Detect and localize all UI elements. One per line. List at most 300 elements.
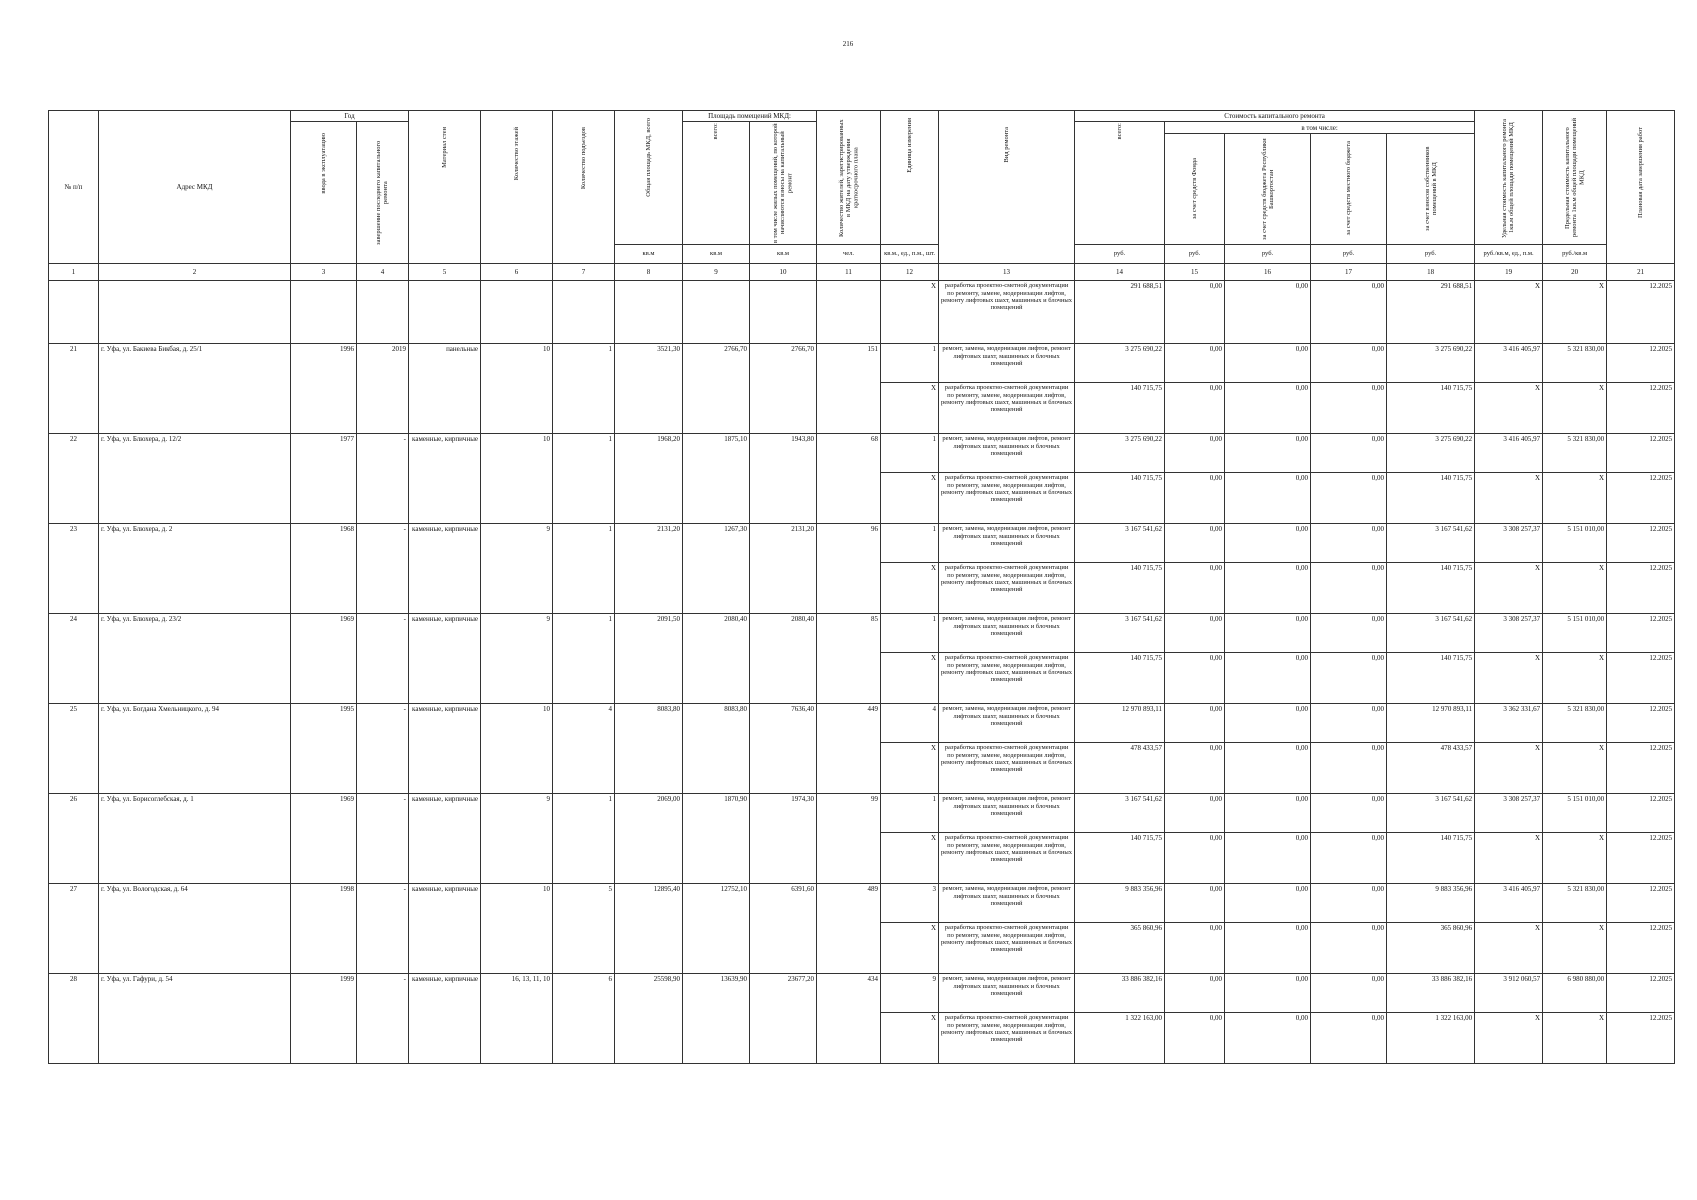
cell-year2: - — [357, 794, 409, 884]
cell-w2-region: 0,00 — [1225, 1013, 1311, 1064]
colnum: 11 — [817, 264, 881, 281]
cell-unit-cost: 3 308 257,37 — [1475, 524, 1543, 563]
cell-w1-fund: 0,00 — [1165, 794, 1225, 833]
cell-w2-uc: X — [1475, 923, 1543, 974]
cell-w1-fund: 0,00 — [1165, 614, 1225, 653]
cell-year1: 1999 — [291, 974, 357, 1064]
cell-entrances: 1 — [553, 434, 615, 524]
cell-w1-region: 0,00 — [1225, 344, 1311, 383]
cell-address: г. Уфа, ул. Гафури, д. 54 — [99, 974, 291, 1064]
cell-w1-date: 12.2025 — [1607, 434, 1675, 473]
cell-p-total: 8083,80 — [683, 704, 750, 794]
unit-cell: руб. — [1225, 245, 1311, 264]
cell-w2-date: 12.2025 — [1607, 833, 1675, 884]
cell-entrances: 1 — [553, 794, 615, 884]
cell-w1-unit: 1 — [881, 434, 939, 473]
cell-w2-date: 12.2025 — [1607, 563, 1675, 614]
header-unit-cost: Удельная стоимость капитального ремонта 1кв.м общей площади помещений МКД — [1475, 111, 1543, 245]
colnum: 19 — [1475, 264, 1543, 281]
cell-w1-fund: 0,00 — [1165, 884, 1225, 923]
cell-address: г. Уфа, ул. Блюхера, д. 2 — [99, 524, 291, 614]
cell-year2: - — [357, 524, 409, 614]
cell-w2-unit: X — [881, 563, 939, 614]
table-row — [49, 884, 1675, 923]
cell-w2-date: 12.2025 — [1607, 653, 1675, 704]
cell-entrances: 6 — [553, 974, 615, 1064]
colnum: 20 — [1543, 264, 1607, 281]
header-num: № п/п — [49, 111, 99, 264]
cell-w2-unit: X — [881, 473, 939, 524]
cell-p-total: 1870,90 — [683, 794, 750, 884]
cell-w2-total: 365 860,96 — [1075, 923, 1165, 974]
cell-year1: 1995 — [291, 704, 357, 794]
cell-area: 3521,30 — [615, 344, 683, 434]
cell-unit-cost: 3 416 405,97 — [1475, 434, 1543, 473]
cell-w2-owners: 140 715,75 — [1387, 473, 1475, 524]
cell-w2-unit: X — [881, 743, 939, 794]
cell-w1-work: ремонт, замена, модернизация лифтов, ремонт лифтовых шахт, машинных и блочных помещений — [939, 614, 1075, 653]
header-entrances: Количество подъездов — [553, 111, 615, 264]
cell-w2-mc: X — [1543, 923, 1607, 974]
cell-w2-mc: X — [1543, 383, 1607, 434]
table-row — [49, 704, 1675, 743]
cell-w2-date: 12.2025 — [1607, 383, 1675, 434]
cell-year2: - — [357, 974, 409, 1064]
cell-w1-unit: 1 — [881, 794, 939, 833]
cell-w2-uc: X — [1475, 563, 1543, 614]
cont-max-cost: X — [1543, 281, 1607, 344]
cell-w2-fund: 0,00 — [1165, 563, 1225, 614]
cell-w2-work: разработка проектно-сметной документации по ремонту, замене, модернизации лифтов, ремонту лифтовых шахт, машинных и блочных помещений — [939, 743, 1075, 794]
cell-w1-unit: 1 — [881, 524, 939, 563]
colnum: 13 — [939, 264, 1075, 281]
cell-w1-local: 0,00 — [1311, 884, 1387, 923]
unit-cell: руб. — [1075, 245, 1165, 264]
cell-area: 8083,80 — [615, 704, 683, 794]
header-residents: Количество жителей, зарегистрированных в МКД на дату утверждения краткосрочного плана — [817, 111, 881, 245]
cell-year1: 1969 — [291, 614, 357, 704]
cell-w2-mc: X — [1543, 1013, 1607, 1064]
cell-w1-work: ремонт, замена, модернизация лифтов, ремонт лифтовых шахт, машинных и блочных помещений — [939, 974, 1075, 1013]
cell-material: каменные, кирпичные — [409, 704, 481, 794]
cell-w1-date: 12.2025 — [1607, 344, 1675, 383]
header-year-last-repair: завершение последнего капитального ремонта — [357, 122, 409, 264]
cell-num: 21 — [49, 344, 99, 434]
unit-cell: кв.м., ед., п.м., шт. — [881, 245, 939, 264]
unit-cell: руб./кв.м, ед., п.м. — [1475, 245, 1543, 264]
cell-w2-local: 0,00 — [1311, 1013, 1387, 1064]
cell-residents: 68 — [817, 434, 881, 524]
unit-cell: руб./кв.м — [1543, 245, 1607, 264]
header-address: Адрес МКД — [99, 111, 291, 264]
cell-w1-region: 0,00 — [1225, 704, 1311, 743]
cell-area: 25598,90 — [615, 974, 683, 1064]
cell-entrances: 1 — [553, 524, 615, 614]
cell-max-cost: 5 321 830,00 — [1543, 884, 1607, 923]
cell-w2-fund: 0,00 — [1165, 743, 1225, 794]
cell-floors: 16, 13, 11, 10 — [481, 974, 553, 1064]
cell-w1-owners: 3 275 690,22 — [1387, 344, 1475, 383]
cell-w2-work: разработка проектно-сметной документации по ремонту, замене, модернизации лифтов, ремонту лифтовых шахт, машинных и блочных помещений — [939, 473, 1075, 524]
cell-p-total: 1267,30 — [683, 524, 750, 614]
cont-total: 291 688,51 — [1075, 281, 1165, 344]
header-floors: Количество этажей — [481, 111, 553, 264]
cell-w1-unit: 1 — [881, 614, 939, 653]
cell-w1-work: ремонт, замена, модернизация лифтов, ремонт лифтовых шахт, машинных и блочных помещений — [939, 794, 1075, 833]
cont-unit: X — [881, 281, 939, 344]
cell-address: г. Уфа, ул. Борисоглебская, д. 1 — [99, 794, 291, 884]
cell-w2-mc: X — [1543, 833, 1607, 884]
header-cost-total: всего: — [1075, 122, 1165, 245]
cell-w2-uc: X — [1475, 653, 1543, 704]
cont-work: разработка проектно-сметной документации по ремонту, замене, модернизации лифтов, ремонту лифтовых шахт, машинных и блочных помещений — [939, 281, 1075, 344]
cell-p-total: 12752,10 — [683, 884, 750, 974]
cell-w1-total: 3 167 541,62 — [1075, 524, 1165, 563]
cell-material: каменные, кирпичные — [409, 524, 481, 614]
cell-w2-work: разработка проектно-сметной документации по ремонту, замене, модернизации лифтов, ремонту лифтовых шахт, машинных и блочных помещений — [939, 1013, 1075, 1064]
cell-w1-total: 33 886 382,16 — [1075, 974, 1165, 1013]
cell-area: 1968,20 — [615, 434, 683, 524]
cell-p-fee: 1974,30 — [750, 794, 817, 884]
cell-area: 2131,20 — [615, 524, 683, 614]
cell-w2-local: 0,00 — [1311, 653, 1387, 704]
unit-cell: чел. — [817, 245, 881, 264]
cell-floors: 10 — [481, 884, 553, 974]
cell-w1-unit: 1 — [881, 344, 939, 383]
colnum: 7 — [553, 264, 615, 281]
cell-w1-owners: 3 167 541,62 — [1387, 614, 1475, 653]
cell-address: г. Уфа, ул. Блюхера, д. 12/2 — [99, 434, 291, 524]
cell-p-total: 13639,90 — [683, 974, 750, 1064]
header-cost-group: Стоимость капитального ремонта — [1075, 111, 1475, 122]
cell-year1: 1996 — [291, 344, 357, 434]
cell-unit-cost: 3 416 405,97 — [1475, 344, 1543, 383]
cell-p-fee: 2131,20 — [750, 524, 817, 614]
cell-max-cost: 5 151 010,00 — [1543, 524, 1607, 563]
cell-w2-fund: 0,00 — [1165, 473, 1225, 524]
cell-w2-total: 478 433,57 — [1075, 743, 1165, 794]
cell-w1-work: ремонт, замена, модернизация лифтов, ремонт лифтовых шахт, машинных и блочных помещений — [939, 524, 1075, 563]
cell-entrances: 5 — [553, 884, 615, 974]
cell-w2-local: 0,00 — [1311, 923, 1387, 974]
cell-year1: 1969 — [291, 794, 357, 884]
cell-w1-region: 0,00 — [1225, 884, 1311, 923]
cell-unit-cost: 3 308 257,37 — [1475, 614, 1543, 653]
cell-year1: 1998 — [291, 884, 357, 974]
cell-residents: 489 — [817, 884, 881, 974]
cell-w1-fund: 0,00 — [1165, 704, 1225, 743]
cell-w1-work: ремонт, замена, модернизация лифтов, ремонт лифтовых шахт, машинных и блочных помещений — [939, 434, 1075, 473]
cell-address: г. Уфа, ул. Бакиева Бикбая, д. 25/1 — [99, 344, 291, 434]
cell-w2-local: 0,00 — [1311, 743, 1387, 794]
cell-residents: 99 — [817, 794, 881, 884]
table-row — [49, 344, 1675, 383]
cell-w1-total: 12 970 893,11 — [1075, 704, 1165, 743]
cell-w2-region: 0,00 — [1225, 833, 1311, 884]
colnum: 6 — [481, 264, 553, 281]
cont-local: 0,00 — [1311, 281, 1387, 344]
table-row — [49, 524, 1675, 563]
unit-cell: кв.м — [683, 245, 750, 264]
cell-w1-owners: 3 275 690,22 — [1387, 434, 1475, 473]
cell-address: г. Уфа, ул. Блюхера, д. 23/2 — [99, 614, 291, 704]
cell-year2: - — [357, 434, 409, 524]
cell-w2-mc: X — [1543, 653, 1607, 704]
cell-w2-mc: X — [1543, 743, 1607, 794]
cell-year2: - — [357, 614, 409, 704]
cell-w2-local: 0,00 — [1311, 833, 1387, 884]
cell-max-cost: 5 151 010,00 — [1543, 794, 1607, 833]
cell-w1-work: ремонт, замена, модернизация лифтов, ремонт лифтовых шахт, машинных и блочных помещений — [939, 884, 1075, 923]
cell-w2-owners: 140 715,75 — [1387, 653, 1475, 704]
cell-w2-local: 0,00 — [1311, 383, 1387, 434]
cell-w1-owners: 33 886 382,16 — [1387, 974, 1475, 1013]
cell-w1-date: 12.2025 — [1607, 704, 1675, 743]
cell-w1-fund: 0,00 — [1165, 434, 1225, 473]
cell-w2-local: 0,00 — [1311, 563, 1387, 614]
cell-w2-total: 140 715,75 — [1075, 473, 1165, 524]
cell-p-fee: 1943,80 — [750, 434, 817, 524]
cell-num: 23 — [49, 524, 99, 614]
cell-w2-region: 0,00 — [1225, 473, 1311, 524]
cell-p-total: 2080,40 — [683, 614, 750, 704]
cell-unit-cost: 3 912 060,57 — [1475, 974, 1543, 1013]
header-unit: Единица измерения — [881, 111, 939, 245]
cell-year1: 1968 — [291, 524, 357, 614]
cell-w2-region: 0,00 — [1225, 923, 1311, 974]
cell-w2-owners: 365 860,96 — [1387, 923, 1475, 974]
cell-unit-cost: 3 416 405,97 — [1475, 884, 1543, 923]
header-max-cost: Предельная стоимость капитального ремонта 1кв.м общей площади помещений МКД — [1543, 111, 1607, 245]
cell-w2-fund: 0,00 — [1165, 923, 1225, 974]
cell-w1-total: 3 167 541,62 — [1075, 614, 1165, 653]
colnum: 12 — [881, 264, 939, 281]
cell-w1-local: 0,00 — [1311, 794, 1387, 833]
cell-p-total: 2766,70 — [683, 344, 750, 434]
cell-w2-date: 12.2025 — [1607, 1013, 1675, 1064]
cell-w2-unit: X — [881, 923, 939, 974]
cell-p-fee: 2766,70 — [750, 344, 817, 434]
cell-w2-work: разработка проектно-сметной документации по ремонту, замене, модернизации лифтов, ремонту лифтовых шахт, машинных и блочных помещений — [939, 923, 1075, 974]
header-year-group: Год — [291, 111, 409, 122]
cell-max-cost: 5 151 010,00 — [1543, 614, 1607, 653]
cell-w2-date: 12.2025 — [1607, 743, 1675, 794]
table-row — [49, 614, 1675, 653]
cell-w2-region: 0,00 — [1225, 743, 1311, 794]
cell-w1-date: 12.2025 — [1607, 524, 1675, 563]
cell-w2-work: разработка проектно-сметной документации по ремонту, замене, модернизации лифтов, ремонту лифтовых шахт, машинных и блочных помещений — [939, 383, 1075, 434]
cell-max-cost: 5 321 830,00 — [1543, 704, 1607, 743]
cell-max-cost: 5 321 830,00 — [1543, 344, 1607, 383]
unit-cell: руб. — [1387, 245, 1475, 264]
cell-w1-owners: 9 883 356,96 — [1387, 884, 1475, 923]
cell-w1-local: 0,00 — [1311, 704, 1387, 743]
cell-floors: 9 — [481, 524, 553, 614]
cell-w1-region: 0,00 — [1225, 434, 1311, 473]
cell-area: 2091,50 — [615, 614, 683, 704]
colnum: 5 — [409, 264, 481, 281]
cell-num: 28 — [49, 974, 99, 1064]
cell-w2-local: 0,00 — [1311, 473, 1387, 524]
colnum: 2 — [99, 264, 291, 281]
cell-material: каменные, кирпичные — [409, 434, 481, 524]
header-total-area: Общая площадь МКД, всего — [615, 111, 683, 245]
cell-w2-unit: X — [881, 1013, 939, 1064]
header-wall-material: Материал стен — [409, 111, 481, 264]
cell-residents: 96 — [817, 524, 881, 614]
cell-p-fee: 23677,20 — [750, 974, 817, 1064]
cell-w2-uc: X — [1475, 743, 1543, 794]
colnum: 3 — [291, 264, 357, 281]
cell-w2-fund: 0,00 — [1165, 833, 1225, 884]
cell-w2-mc: X — [1543, 563, 1607, 614]
cell-material: каменные, кирпичные — [409, 974, 481, 1064]
colnum: 14 — [1075, 264, 1165, 281]
header-premises-fee: в том числе жилых помещений, по которой начисляются взносы на капитальный ремонт — [750, 122, 817, 245]
unit-cell: руб. — [1165, 245, 1225, 264]
table-row — [49, 974, 1675, 1013]
cell-unit-cost: 3 308 257,37 — [1475, 794, 1543, 833]
cell-w1-fund: 0,00 — [1165, 974, 1225, 1013]
cell-residents: 434 — [817, 974, 881, 1064]
cell-w1-owners: 3 167 541,62 — [1387, 794, 1475, 833]
cell-w1-work: ремонт, замена, модернизация лифтов, ремонт лифтовых шахт, машинных и блочных помещений — [939, 344, 1075, 383]
cell-w1-region: 0,00 — [1225, 794, 1311, 833]
cell-w1-date: 12.2025 — [1607, 884, 1675, 923]
cell-p-fee: 2080,40 — [750, 614, 817, 704]
cell-w1-date: 12.2025 — [1607, 974, 1675, 1013]
cell-w2-uc: X — [1475, 383, 1543, 434]
cell-w2-unit: X — [881, 383, 939, 434]
cell-num: 22 — [49, 434, 99, 524]
cell-w2-date: 12.2025 — [1607, 923, 1675, 974]
cell-w1-region: 0,00 — [1225, 614, 1311, 653]
header-work-type: Вид ремонта — [939, 111, 1075, 264]
cell-residents: 449 — [817, 704, 881, 794]
table-row — [49, 794, 1675, 833]
cell-max-cost: 5 321 830,00 — [1543, 434, 1607, 473]
cell-p-total: 1875,10 — [683, 434, 750, 524]
cell-w1-region: 0,00 — [1225, 524, 1311, 563]
cell-w2-region: 0,00 — [1225, 653, 1311, 704]
cont-date: 12.2025 — [1607, 281, 1675, 344]
cell-material: каменные, кирпичные — [409, 614, 481, 704]
cell-w2-date: 12.2025 — [1607, 473, 1675, 524]
cell-w1-total: 3 275 690,22 — [1075, 344, 1165, 383]
cell-w2-work: разработка проектно-сметной документации по ремонту, замене, модернизации лифтов, ремонту лифтовых шахт, машинных и блочных помещений — [939, 653, 1075, 704]
header-including: в том числе: — [1165, 123, 1474, 134]
cell-w1-unit: 4 — [881, 704, 939, 743]
colnum: 1 — [49, 264, 99, 281]
cell-material: каменные, кирпичные — [409, 884, 481, 974]
cell-w1-fund: 0,00 — [1165, 524, 1225, 563]
cell-floors: 9 — [481, 794, 553, 884]
cell-address: г. Уфа, ул. Вологодская, д. 64 — [99, 884, 291, 974]
cell-w1-unit: 9 — [881, 974, 939, 1013]
cell-w2-owners: 478 433,57 — [1387, 743, 1475, 794]
cell-max-cost: 6 980 880,00 — [1543, 974, 1607, 1013]
cell-w1-owners: 12 970 893,11 — [1387, 704, 1475, 743]
cell-w1-total: 3 275 690,22 — [1075, 434, 1165, 473]
unit-cell: кв.м — [750, 245, 817, 264]
header-year-commission: ввода в эксплуатацию — [291, 122, 357, 264]
cell-w1-local: 0,00 — [1311, 614, 1387, 653]
cell-w2-region: 0,00 — [1225, 383, 1311, 434]
cell-w2-owners: 140 715,75 — [1387, 833, 1475, 884]
colnum: 10 — [750, 264, 817, 281]
cell-year2: - — [357, 884, 409, 974]
cell-w1-unit: 3 — [881, 884, 939, 923]
cell-w2-fund: 0,00 — [1165, 653, 1225, 704]
cell-w1-local: 0,00 — [1311, 344, 1387, 383]
colnum: 16 — [1225, 264, 1311, 281]
cell-w1-total: 3 167 541,62 — [1075, 794, 1165, 833]
cell-w2-uc: X — [1475, 473, 1543, 524]
cell-area: 12895,40 — [615, 884, 683, 974]
cell-num: 25 — [49, 704, 99, 794]
header-plan-date: Плановая дата завершения работ — [1607, 111, 1675, 264]
cell-entrances: 1 — [553, 614, 615, 704]
colnum: 8 — [615, 264, 683, 281]
cell-area: 2069,00 — [615, 794, 683, 884]
page-number: 216 — [842, 40, 854, 48]
header-cost-local: за счет средств местного бюджета — [1311, 134, 1387, 244]
unit-cell: кв.м — [615, 245, 683, 264]
cell-floors: 10 — [481, 704, 553, 794]
table-row-continuation — [49, 281, 1675, 344]
cell-year1: 1977 — [291, 434, 357, 524]
header-cost-region: за счет средств бюджета Республики Башкортостан — [1225, 134, 1311, 244]
cell-w2-fund: 0,00 — [1165, 1013, 1225, 1064]
colnum: 9 — [683, 264, 750, 281]
cell-floors: 10 — [481, 434, 553, 524]
cell-w2-mc: X — [1543, 473, 1607, 524]
cont-unit-cost: X — [1475, 281, 1543, 344]
cell-w1-local: 0,00 — [1311, 434, 1387, 473]
cont-fund: 0,00 — [1165, 281, 1225, 344]
cell-w1-local: 0,00 — [1311, 974, 1387, 1013]
cell-w2-total: 140 715,75 — [1075, 653, 1165, 704]
cell-w2-region: 0,00 — [1225, 563, 1311, 614]
cell-w1-local: 0,00 — [1311, 524, 1387, 563]
cell-w1-region: 0,00 — [1225, 974, 1311, 1013]
cell-address: г. Уфа, ул. Богдана Хмельницкого, д. 94 — [99, 704, 291, 794]
cell-w1-date: 12.2025 — [1607, 614, 1675, 653]
cell-residents: 151 — [817, 344, 881, 434]
header-premises-group: Площадь помещений МКД: — [683, 111, 817, 122]
column-numbers-row — [49, 264, 1675, 281]
cell-w2-unit: X — [881, 653, 939, 704]
colnum: 21 — [1607, 264, 1675, 281]
header-premises-total: всего: — [683, 122, 750, 245]
cell-p-fee: 7636,40 — [750, 704, 817, 794]
colnum: 15 — [1165, 264, 1225, 281]
capital-repair-table — [48, 110, 1675, 1064]
cell-floors: 10 — [481, 344, 553, 434]
cell-num: 27 — [49, 884, 99, 974]
cell-w2-unit: X — [881, 833, 939, 884]
cell-w1-fund: 0,00 — [1165, 344, 1225, 383]
cell-w2-total: 140 715,75 — [1075, 563, 1165, 614]
cell-w1-work: ремонт, замена, модернизация лифтов, ремонт лифтовых шахт, машинных и блочных помещений — [939, 704, 1075, 743]
header-cost-owners: за счет взносов собственников помещений в МКД — [1423, 146, 1438, 231]
cell-w2-fund: 0,00 — [1165, 383, 1225, 434]
cell-unit-cost: 3 362 331,67 — [1475, 704, 1543, 743]
cont-owners: 291 688,51 — [1387, 281, 1475, 344]
cell-w2-total: 140 715,75 — [1075, 383, 1165, 434]
header-including-block — [1165, 122, 1475, 245]
cont-region: 0,00 — [1225, 281, 1311, 344]
